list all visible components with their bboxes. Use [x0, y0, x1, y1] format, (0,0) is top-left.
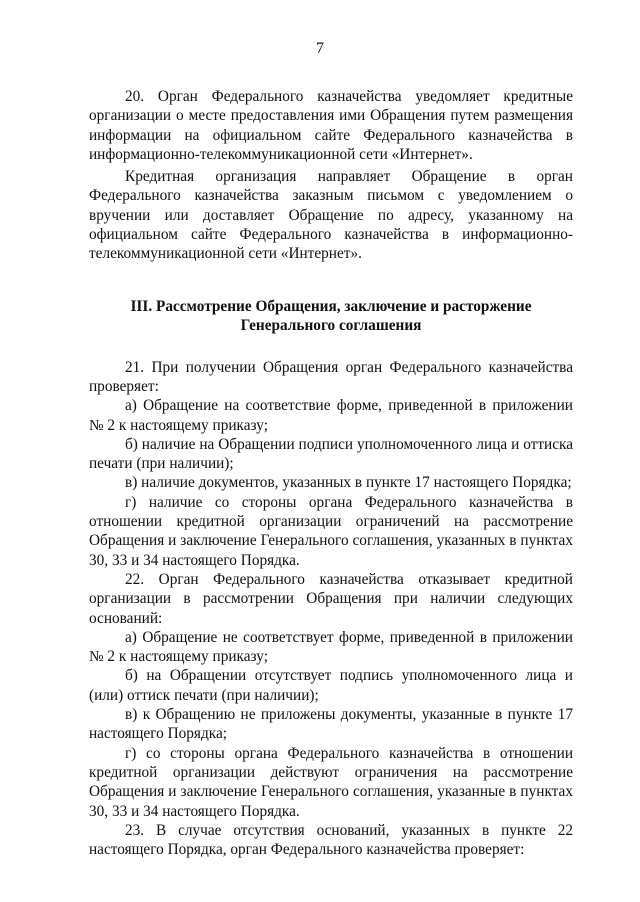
section-heading [89, 297, 573, 336]
paragraph-23: 23. В случае отсутствия оснований, указанных в пункте 22 настоящего Порядка, орган Федерального казначейства проверяет: [89, 821, 573, 859]
paragraph-22-c: в) к Обращению не приложены документы, указанные в пункте 17 настоящего Порядка; [89, 706, 573, 743]
paragraph-21: 21. При получении Обращения орган Федерального казначейства проверяет: [89, 358, 573, 395]
page-number: 7 [316, 40, 324, 57]
paragraph-20: 20. Орган Федерального казначейства уведомляет кредитные организации о месте предоставления ими Обращения путем размещения информации на официальном сайте Федерального казначейства в информационно-телекоммуникационной сети «Интернет». [89, 88, 573, 163]
paragraph-22-a: а) Обращение не соответствует форме, приведенной в приложении № 2 к настоящему приказу; [89, 628, 573, 666]
paragraph-20-continued: Кредитная организация направляет Обращение в орган Федерального казначейства заказным письмом с уведомлением о вручении или доставляет Обращение по адресу, указанному на официальном сайте Федерального казначейства в информационно-телекоммуникационной сети «Интернет». [89, 168, 573, 263]
section-heading-line-2: Генерального соглашения [240, 317, 422, 335]
paragraph-21-d: г) наличие со стороны органа Федерального казначейства в отношении кредитной организации ограничений на рассмотрение Обращения и заключение Генерального соглашения, указанных в пунктах 30, 33 и 34 настоящего Порядка. [89, 493, 573, 569]
section-heading-line-1: III. Рассмотрение Обращения, заключение и расторжение [130, 297, 532, 315]
paragraph-22: 22. Орган Федерального казначейства отказывает кредитной организации в рассмотрении Обращения при наличии следующих оснований: [89, 570, 573, 627]
paragraph-22-b: б) на Обращении отсутствует подпись уполномоченного лица и (или) оттиск печати (при наличии); [89, 667, 573, 704]
paragraph-21-a: а) Обращение на соответствие форме, приведенной в приложении № 2 к настоящему приказу; [89, 397, 573, 434]
paragraph-22-d: г) со стороны органа Федерального казначейства в отношении кредитной организации действуют ограничения на рассмотрение Обращения и заключение Генерального соглашения, указанные в пунктах 30, 33 и 34 настоящего Порядка. [89, 744, 573, 820]
document-body [89, 87, 573, 859]
paragraph-21-c: в) наличие документов, указанных в пункте 17 настоящего Порядка; [125, 474, 572, 492]
paragraph-21-b: б) наличие на Обращении подписи уполномоченного лица и оттиска печати (при наличии); [89, 435, 573, 473]
